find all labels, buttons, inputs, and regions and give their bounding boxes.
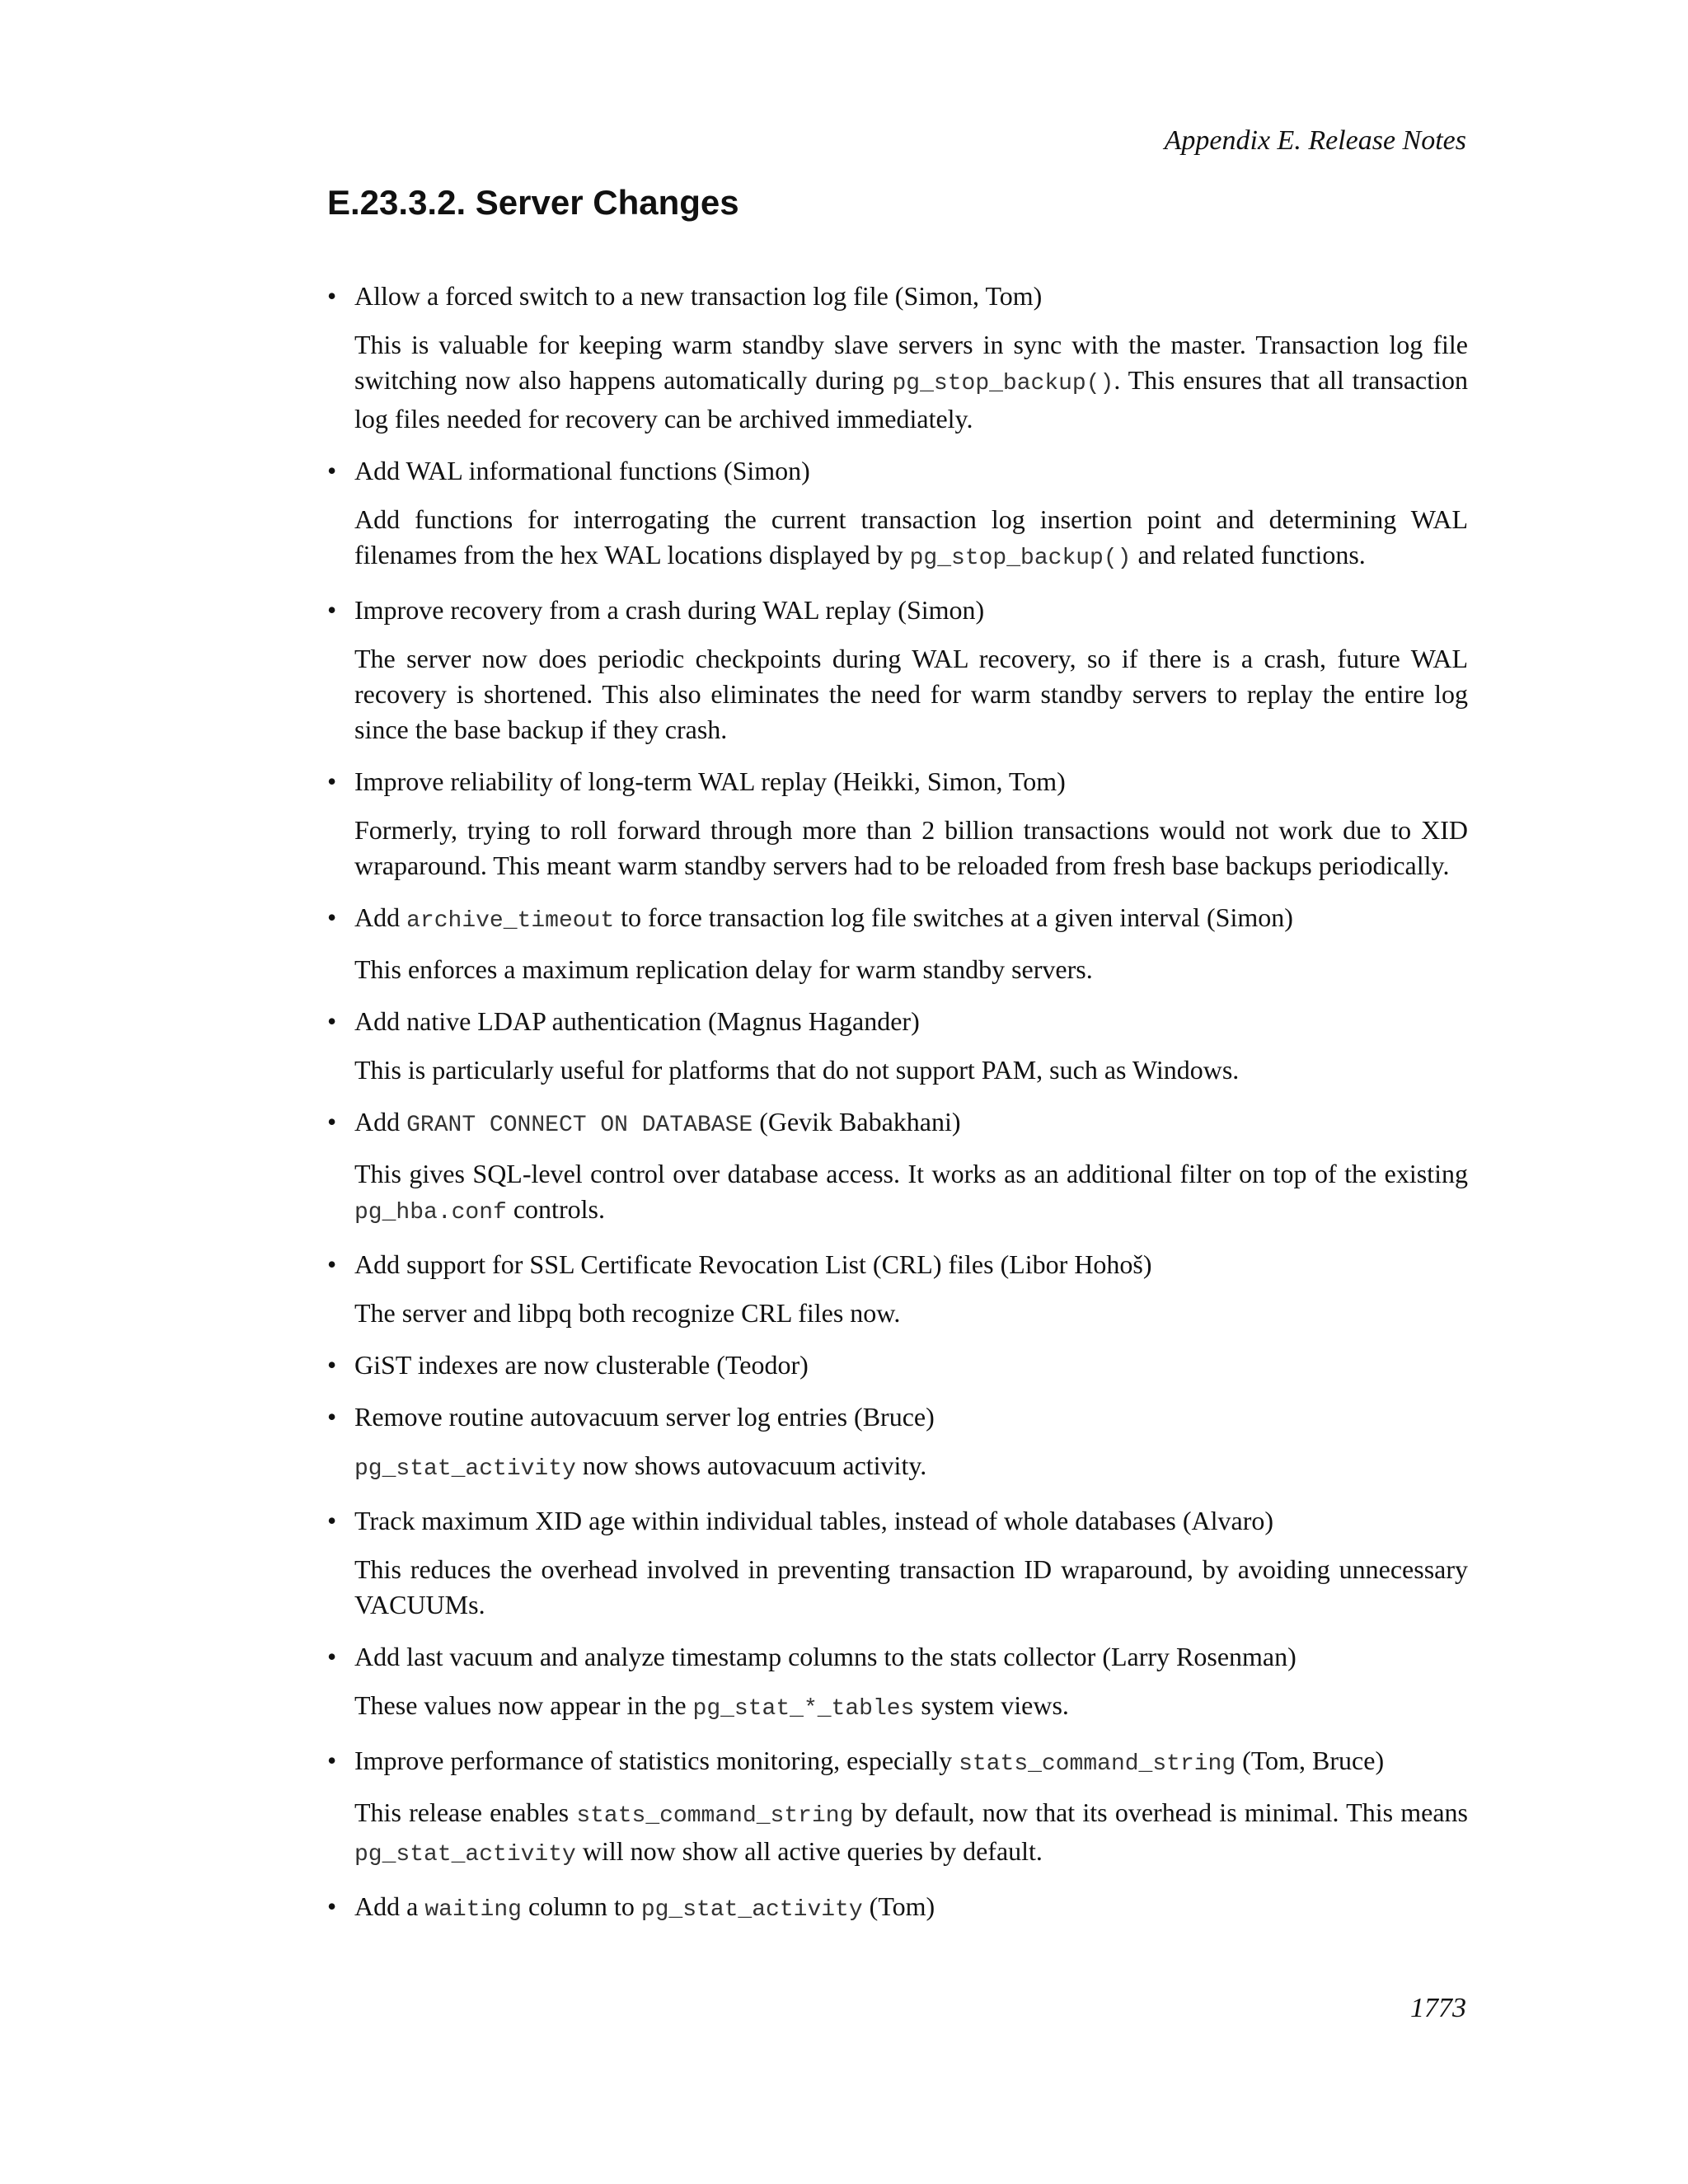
list-item [327, 1347, 1468, 1383]
text-run: This is valuable for keeping warm standby slave servers in sync with the master. Transaction log file switching now also happens automatically during [354, 330, 1468, 395]
list-item [327, 900, 1468, 987]
item-title [354, 1104, 1468, 1143]
list-item [327, 1104, 1468, 1230]
inline-code: pg_stop_backup() [892, 371, 1114, 396]
item-title [354, 1247, 1468, 1282]
item-title [354, 1004, 1468, 1039]
item-description [354, 327, 1468, 437]
list-item [327, 593, 1468, 748]
text-run: The server and libpq both recognize CRL files now. [354, 1298, 901, 1328]
text-run: . This ensures that all transaction log files needed for recovery can be archived immediately. [354, 365, 1469, 434]
inline-code: stats_command_string [576, 1803, 854, 1829]
text-run: The server now does periodic checkpoints during WAL recovery, so if there is a crash, future WAL recovery is shortened. This also eliminates the need for warm standby servers to replay the entire log since the base backup if they crash. [354, 644, 1468, 744]
section-title: E.23.3.2. Server Changes [327, 183, 739, 222]
bullet-icon: • [327, 1891, 337, 1921]
text-run: Remove routine autovacuum server log entries (Bruce) [354, 1402, 935, 1432]
list-item [327, 1743, 1468, 1872]
inline-code: stats_command_string [959, 1751, 1236, 1777]
text-run: Formerly, trying to roll forward through more than 2 billion transactions would not work due to XID wraparound. This meant warm standby servers had to be reloaded from fresh base backups periodically. [354, 815, 1468, 880]
inline-code: pg_stat_*_tables [692, 1696, 915, 1722]
text-run: GiST indexes are now clusterable (Teodor) [354, 1350, 809, 1380]
inline-code: pg_stat_activity [354, 1842, 576, 1868]
text-run: This gives SQL-level control over database access. It works as an additional filter on top of the existing [354, 1159, 1468, 1188]
list-item [327, 1247, 1468, 1331]
text-run: Track maximum XID age within individual tables, instead of whole databases (Alvaro) [354, 1506, 1273, 1535]
text-run: controls. [506, 1194, 605, 1224]
text-run: This reduces the overhead involved in preventing transaction ID wraparound, by avoiding unnecessary VACUUMs. [354, 1554, 1468, 1619]
item-description [354, 952, 1468, 987]
item-title [354, 279, 1468, 314]
bullet-icon: • [327, 1249, 337, 1279]
text-run: Add last vacuum and analyze timestamp columns to the stats collector (Larry Rosenman) [354, 1642, 1296, 1671]
item-title [354, 1889, 1468, 1928]
text-run: Add support for SSL Certificate Revocation List (CRL) files (Libor Hohoš) [354, 1249, 1152, 1279]
running-header: Appendix E. Release Notes [1164, 125, 1466, 156]
item-title [354, 1743, 1468, 1782]
list-item [327, 279, 1468, 437]
list-item [327, 453, 1468, 576]
text-run: (Tom, Bruce) [1236, 1746, 1385, 1775]
item-title [354, 900, 1468, 939]
item-description [354, 1795, 1468, 1872]
text-run: system views. [914, 1690, 1069, 1720]
item-title [354, 1399, 1468, 1435]
change-list [327, 279, 1468, 1944]
inline-code: pg_stat_activity [354, 1456, 576, 1482]
item-description [354, 1448, 1468, 1487]
item-title [354, 453, 1468, 489]
bullet-icon: • [327, 1107, 337, 1137]
bullet-icon: • [327, 1642, 337, 1671]
text-run: These values now appear in the [354, 1690, 693, 1720]
list-item [327, 1889, 1468, 1928]
bullet-icon: • [327, 902, 337, 932]
bullet-icon: • [327, 281, 337, 311]
list-item [327, 1503, 1468, 1623]
list-item [327, 1639, 1468, 1727]
text-run: by default, now that its overhead is minimal. This means [853, 1797, 1469, 1827]
bullet-icon: • [327, 1006, 337, 1036]
text-run: now shows autovacuum activity. [575, 1451, 927, 1480]
inline-code: GRANT CONNECT ON DATABASE [406, 1113, 753, 1138]
inline-code: waiting [424, 1897, 522, 1923]
text-run: This enforces a maximum replication delay for warm standby servers. [354, 954, 1093, 984]
item-description [354, 1552, 1468, 1623]
text-run: (Gevik Babakhani) [753, 1107, 961, 1137]
bullet-icon: • [327, 456, 337, 485]
text-run: and related functions. [1131, 540, 1366, 569]
inline-code: pg_stop_backup() [909, 546, 1132, 571]
item-description [354, 641, 1468, 748]
item-title [354, 1347, 1468, 1383]
item-description [354, 1296, 1468, 1331]
item-description [354, 1156, 1468, 1230]
text-run: Add a [354, 1891, 425, 1921]
text-run: Allow a forced switch to a new transaction log file (Simon, Tom) [354, 281, 1043, 311]
item-title [354, 1503, 1468, 1539]
inline-code: archive_timeout [406, 908, 615, 934]
list-item [327, 1004, 1468, 1088]
text-run: Add [354, 1107, 407, 1137]
text-run: to force transaction log file switches at a given interval (Simon) [614, 902, 1293, 932]
bullet-icon: • [327, 1746, 337, 1775]
text-run: (Tom) [862, 1891, 935, 1921]
page-number: 1773 [1410, 1993, 1466, 2023]
item-description [354, 1688, 1468, 1727]
text-run: will now show all active queries by default. [575, 1836, 1043, 1866]
item-title [354, 593, 1468, 628]
text-run: Improve performance of statistics monitoring, especially [354, 1746, 959, 1775]
text-run: This is particularly useful for platforms that do not support PAM, such as Windows. [354, 1055, 1240, 1085]
text-run: This release enables [354, 1797, 577, 1827]
item-title [354, 1639, 1468, 1675]
item-description [354, 813, 1468, 883]
text-run: Add native LDAP authentication (Magnus Hagander) [354, 1006, 920, 1036]
text-run: Add WAL informational functions (Simon) [354, 456, 810, 485]
item-title [354, 764, 1468, 799]
bullet-icon: • [327, 766, 337, 796]
text-run: Improve reliability of long-term WAL replay (Heikki, Simon, Tom) [354, 766, 1066, 796]
bullet-icon: • [327, 595, 337, 625]
bullet-icon: • [327, 1350, 337, 1380]
item-description [354, 502, 1468, 576]
inline-code: pg_stat_activity [640, 1897, 863, 1923]
list-item [327, 764, 1468, 883]
text-run: Add [354, 902, 407, 932]
text-run: Add functions for interrogating the current transaction log insertion point and determining WAL filenames from the hex WAL locations displayed by [354, 504, 1468, 569]
item-description [354, 1052, 1468, 1088]
text-run: Improve recovery from a crash during WAL replay (Simon) [354, 595, 985, 625]
bullet-icon: • [327, 1506, 337, 1535]
list-item [327, 1399, 1468, 1487]
inline-code: pg_hba.conf [354, 1200, 507, 1226]
bullet-icon: • [327, 1402, 337, 1432]
text-run: column to [521, 1891, 641, 1921]
